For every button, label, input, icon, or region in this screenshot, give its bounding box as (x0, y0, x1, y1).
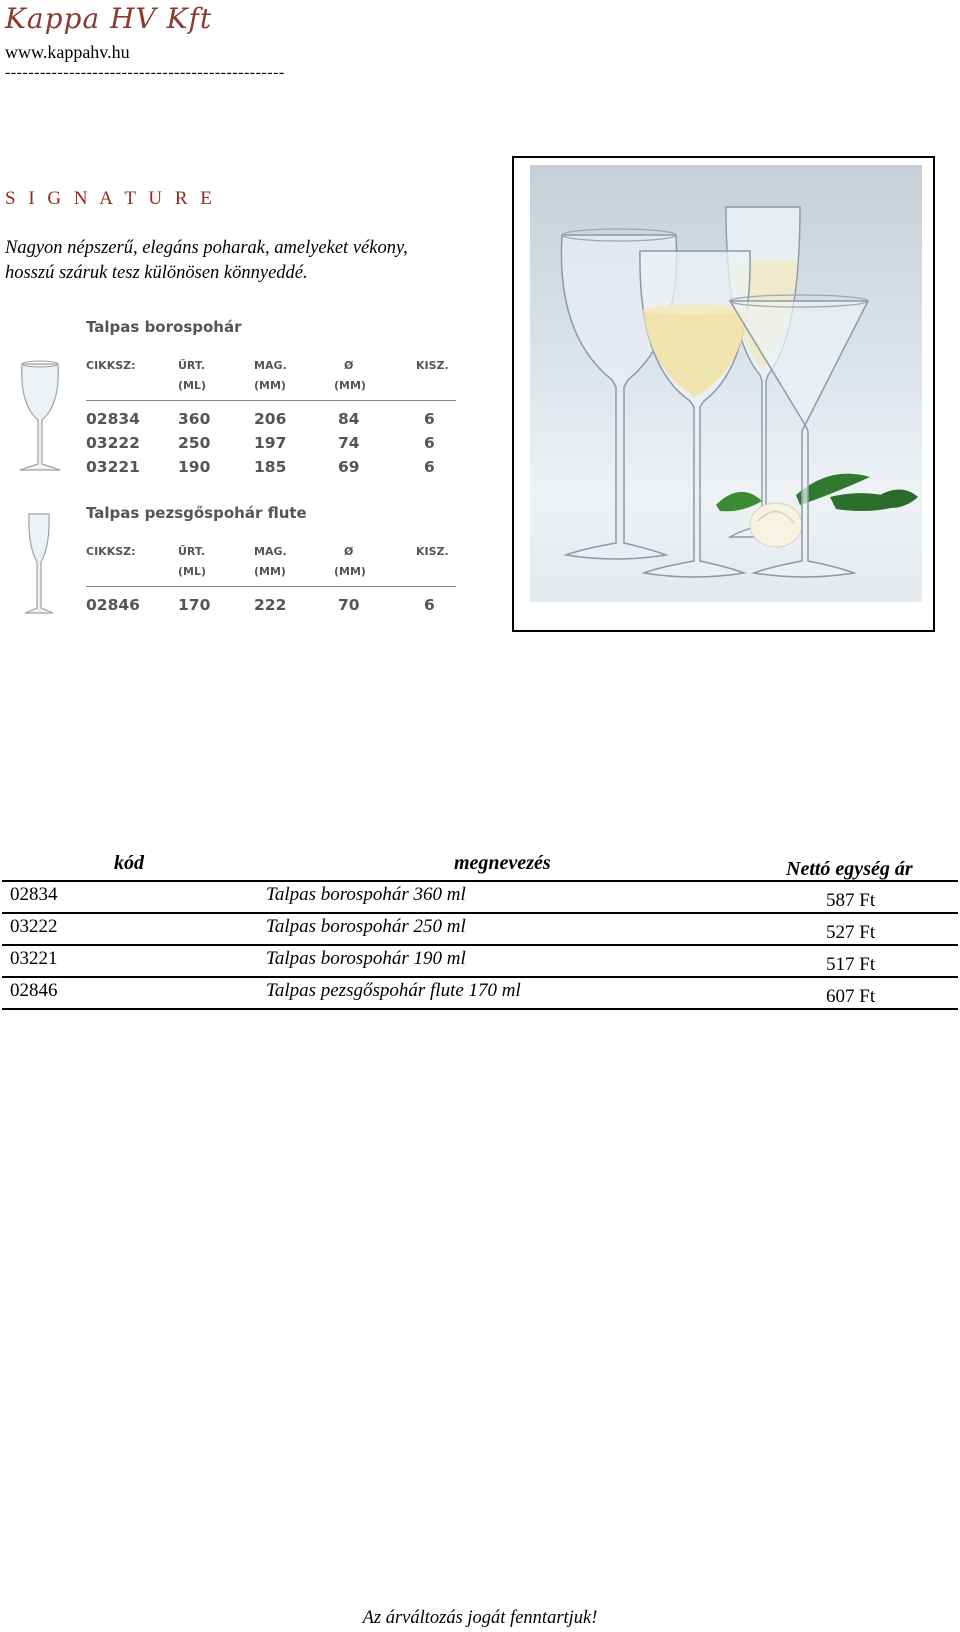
spec-divider (86, 586, 456, 587)
spec-cell-diameter: 74 (338, 434, 360, 452)
section-title: S I G N A T U R E (5, 188, 216, 209)
spec-col-diameter: Ø (344, 545, 354, 558)
spec-col-volume-unit: (ML) (178, 565, 207, 578)
table-rule (2, 976, 958, 978)
spec-cell-diameter: 84 (338, 410, 360, 428)
flute-thumbnail (22, 512, 56, 616)
spec-cell-volume: 190 (178, 458, 211, 476)
row-price: 607 Ft (826, 986, 876, 1007)
header-divider: ------------------------------------------------ (5, 64, 285, 81)
header-price: Nettó egység ár (786, 858, 913, 880)
wine-glass-thumbnail (12, 360, 68, 474)
table-rule (2, 1008, 958, 1010)
header-name: megnevezés (454, 852, 551, 874)
row-code: 03222 (10, 916, 58, 937)
spec-col-code: CIKKSZ: (86, 359, 136, 372)
table-rule (2, 912, 958, 914)
spec-cell-pack: 6 (424, 410, 435, 428)
product-photo-frame (512, 156, 935, 632)
glassware-illustration (530, 165, 922, 602)
row-name: Talpas borospohár 190 ml (266, 948, 466, 969)
spec-col-pack: KISZ. (416, 545, 449, 558)
header-code: kód (114, 852, 144, 874)
spec-cell-pack: 6 (424, 434, 435, 452)
spec-divider (86, 400, 456, 401)
row-name: Talpas borospohár 250 ml (266, 916, 466, 937)
flute-glass-icon (22, 512, 56, 616)
spec-col-code: CIKKSZ: (86, 545, 136, 558)
spec-cell-pack: 6 (424, 596, 435, 614)
spec-row (86, 434, 456, 456)
spec-col-height: MAG. (254, 545, 287, 558)
website-link[interactable]: www.kappahv.hu (5, 42, 130, 62)
spec-cell-height: 222 (254, 596, 287, 614)
row-code: 03221 (10, 948, 58, 969)
spec-col-diameter-unit: (MM) (334, 379, 366, 392)
footer-note: Az árváltozás jogát fenntartjuk! (362, 1608, 598, 1628)
spec-cell-volume: 170 (178, 596, 211, 614)
row-name: Talpas borospohár 360 ml (266, 884, 466, 905)
spec-col-height-unit: (MM) (254, 379, 286, 392)
row-price: 517 Ft (826, 954, 876, 975)
spec-col-volume: ŰRT. (178, 545, 205, 558)
row-code: 02834 (10, 884, 58, 905)
spec-row (86, 596, 456, 618)
spec-cell-height: 197 (254, 434, 287, 452)
product-photo (530, 165, 922, 602)
company-logo: Kappa HV Kft (5, 2, 213, 35)
spec-cell-code: 02846 (86, 596, 140, 614)
spec-cell-volume: 360 (178, 410, 211, 428)
spec-col-pack: KISZ. (416, 359, 449, 372)
description-line-2: hosszú száruk tesz különösen könnyeddé. (5, 263, 308, 283)
spec-cell-code: 02834 (86, 410, 140, 428)
spec-cell-diameter: 69 (338, 458, 360, 476)
spec-col-diameter-unit: (MM) (334, 565, 366, 578)
spec-cell-volume: 250 (178, 434, 211, 452)
spec-cell-code: 03221 (86, 458, 140, 476)
spec-table-title: Talpas pezsgőspohár flute (86, 504, 307, 522)
spec-cell-diameter: 70 (338, 596, 360, 614)
table-rule (2, 880, 958, 882)
description-line-1: Nagyon népszerű, elegáns poharak, amelyeket vékony, (5, 238, 408, 258)
spec-cell-pack: 6 (424, 458, 435, 476)
spec-table-title: Talpas borospohár (86, 318, 242, 336)
spec-col-volume: ŰRT. (178, 359, 205, 372)
spec-col-height-unit: (MM) (254, 565, 286, 578)
row-name: Talpas pezsgőspohár flute 170 ml (266, 980, 521, 1001)
row-code: 02846 (10, 980, 58, 1001)
section-description (5, 236, 485, 286)
spec-row (86, 458, 456, 480)
spec-cell-height: 206 (254, 410, 287, 428)
spec-row (86, 410, 456, 432)
row-price: 527 Ft (826, 922, 876, 943)
spec-cell-height: 185 (254, 458, 287, 476)
spec-col-height: MAG. (254, 359, 287, 372)
spec-col-volume-unit: (ML) (178, 379, 207, 392)
spec-cell-code: 03222 (86, 434, 140, 452)
spec-col-diameter: Ø (344, 359, 354, 372)
wine-glass-icon (12, 360, 68, 474)
row-price: 587 Ft (826, 890, 876, 911)
table-rule (2, 944, 958, 946)
